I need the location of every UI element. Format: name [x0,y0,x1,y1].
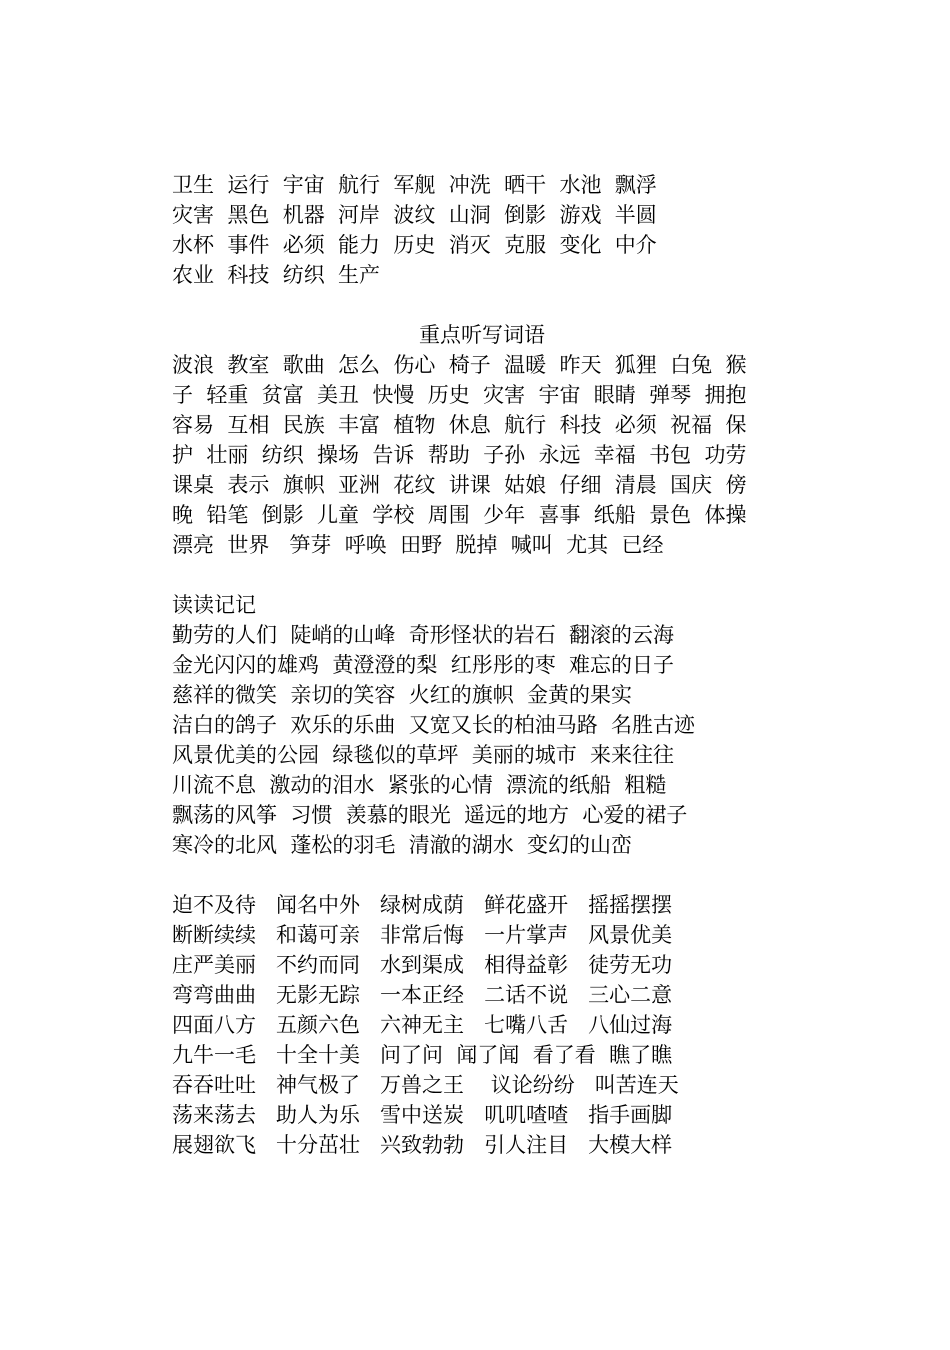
phrase-line: 勤劳的人们 陡峭的山峰 奇形怪状的岩石 翻滚的云海 [172,623,675,647]
section-spacer [172,560,792,590]
phrase-line: 慈祥的微笑 亲切的笑容 火红的旗帜 金黄的果实 [172,683,633,707]
word-line: 卫生 运行 宇宙 航行 军舰 冲洗 晒干 水池 飘浮 [172,173,657,197]
section-title: 读读记记 [172,593,256,617]
phrase-line: 寒冷的北风 蓬松的羽毛 清澈的湖水 变幻的山峦 [172,833,633,857]
idiom-list-section [172,890,792,1160]
section-spacer [172,860,792,890]
word-line: 农业 科技 纺织 生产 [172,263,381,287]
idiom-line: 庄严美丽 不约而同 水到渠成 相得益彰 徒劳无功 [172,953,673,977]
word-line: 水杯 事件 必须 能力 历史 消灭 克服 变化 中介 [172,233,657,257]
word-line: 灾害 黑色 机器 河岸 波纹 山洞 倒影 游戏 半圆 [172,203,657,227]
idiom-line: 吞吞吐吐 神气极了 万兽之王 议论纷纷 叫苦连天 [172,1073,679,1097]
phrase-line: 川流不息 激动的泪水 紧张的心情 漂流的纸船 粗糙 [172,773,667,797]
section-title: 重点听写词语 [419,323,545,347]
phrase-line: 金光闪闪的雄鸡 黄澄澄的梨 红彤彤的枣 难忘的日子 [172,653,675,677]
word-line: 容易 互相 民族 丰富 植物 休息 航行 科技 必须 祝福 保 [172,413,747,437]
idiom-line: 九牛一毛 十全十美 问了问 闻了闻 看了看 瞧了瞧 [172,1043,673,1067]
idiom-line: 展翅欲飞 十分茁壮 兴致勃勃 引人注目 大模大样 [172,1133,673,1157]
idiom-line: 四面八方 五颜六色 六神无主 七嘴八舌 八仙过海 [172,1013,673,1037]
document-page [172,170,792,1160]
word-line: 护 壮丽 纺织 操场 告诉 帮助 子孙 永远 幸福 书包 功劳 [172,443,747,467]
idiom-line: 迫不及待 闻名中外 绿树成荫 鲜花盛开 摇摇摆摆 [172,893,673,917]
phrase-line: 风景优美的公园 绿毯似的草坪 美丽的城市 来来往往 [172,743,675,767]
dictation-words-section [172,320,792,560]
idiom-line: 弯弯曲曲 无影无踪 一本正经 二话不说 三心二意 [172,983,673,1007]
idiom-line: 断断续续 和蔼可亲 非常后悔 一片掌声 风景优美 [172,923,673,947]
word-line: 课桌 表示 旗帜 亚洲 花纹 讲课 姑娘 仔细 清晨 国庆 傍 [172,473,747,497]
word-line: 漂亮 世界 笋芽 呼唤 田野 脱掉 喊叫 尤其 已经 [172,533,664,557]
word-list-section-1 [172,170,792,290]
word-line: 子 轻重 贫富 美丑 快慢 历史 灾害 宇宙 眼睛 弹琴 拥抱 [172,383,747,407]
phrase-line: 飘荡的风筝 习惯 羡慕的眼光 遥远的地方 心爱的裙子 [172,803,688,827]
section-spacer [172,290,792,320]
read-and-remember-section [172,590,792,860]
word-line: 晚 铅笔 倒影 儿童 学校 周围 少年 喜事 纸船 景色 体操 [172,503,747,527]
phrase-line: 洁白的鸽子 欢乐的乐曲 又宽又长的柏油马路 名胜古迹 [172,713,696,737]
word-line: 波浪 教室 歌曲 怎么 伤心 椅子 温暖 昨天 狐狸 白兔 猴 [172,353,747,377]
idiom-line: 荡来荡去 助人为乐 雪中送炭 叽叽喳喳 指手画脚 [172,1103,673,1127]
